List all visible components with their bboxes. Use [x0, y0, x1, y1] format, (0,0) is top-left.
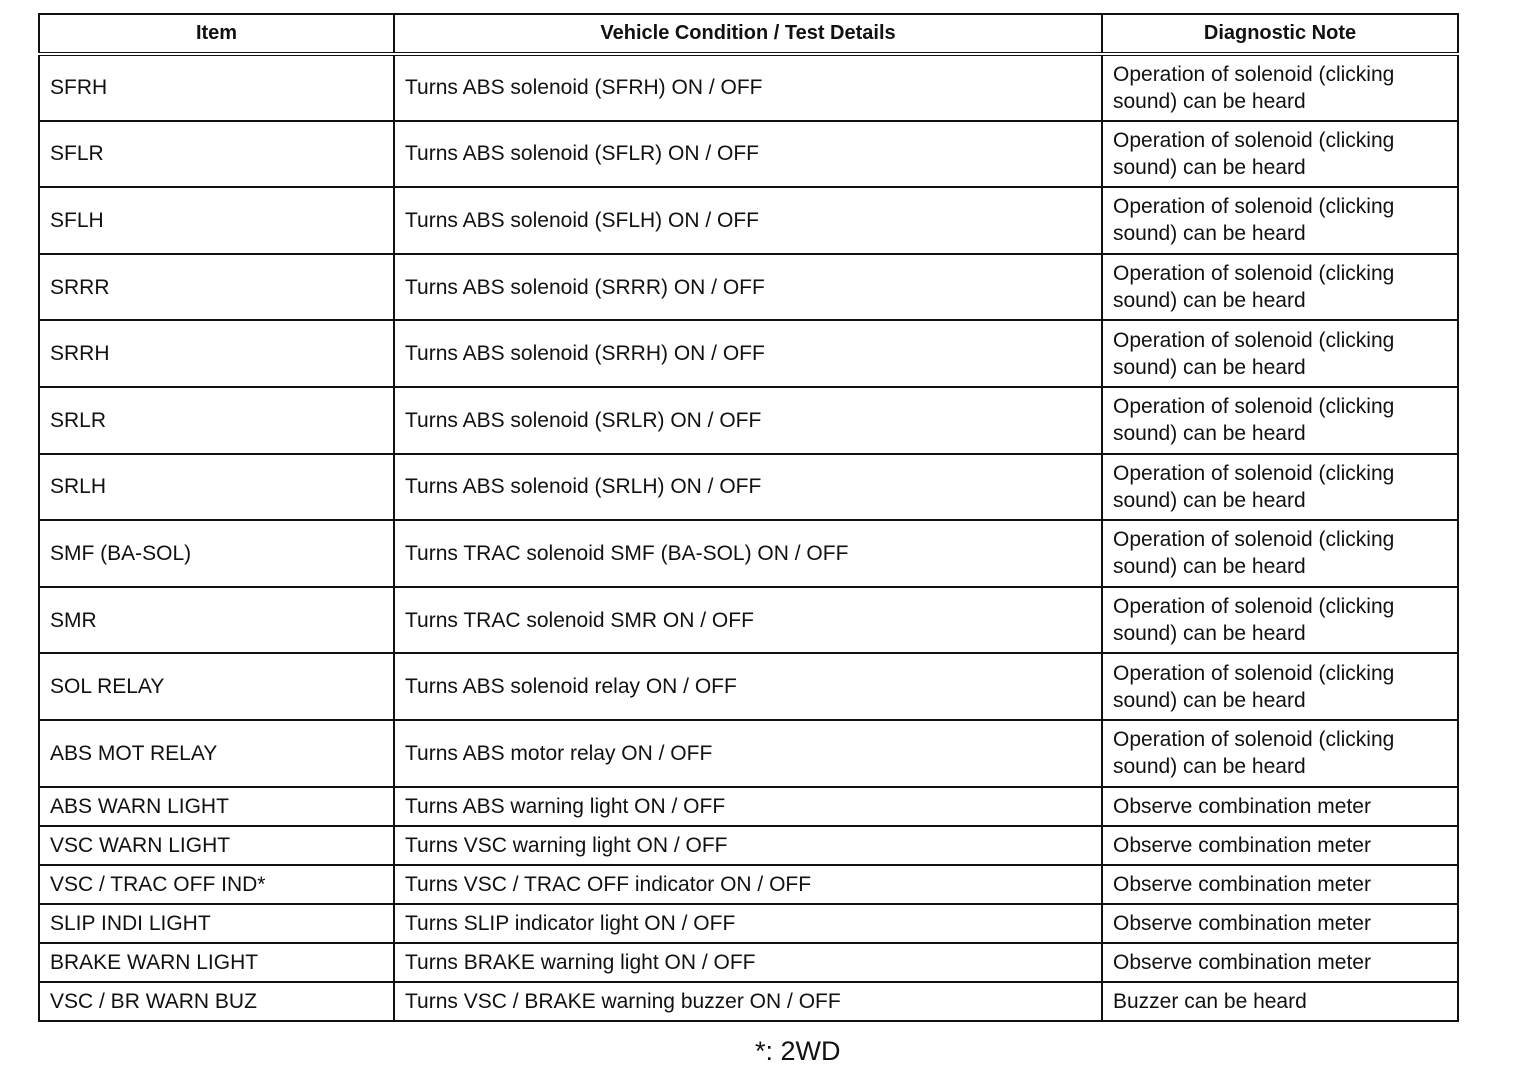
table-row [39, 254, 1458, 321]
table-row [39, 826, 1458, 865]
table-row [39, 454, 1458, 521]
note-cell: Observe combination meter [1102, 865, 1458, 904]
table-row [39, 865, 1458, 904]
table-row [39, 653, 1458, 720]
condition-cell: Turns ABS solenoid (SFLR) ON / OFF [394, 121, 1102, 188]
item-cell: SRRH [39, 320, 394, 387]
item-cell: SRRR [39, 254, 394, 321]
item-cell: SMR [39, 587, 394, 654]
condition-cell: Turns SLIP indicator light ON / OFF [394, 904, 1102, 943]
condition-cell: Turns VSC / BRAKE warning buzzer ON / OFF [394, 982, 1102, 1021]
item-cell: BRAKE WARN LIGHT [39, 943, 394, 982]
table-row [39, 720, 1458, 787]
table-row [39, 387, 1458, 454]
condition-cell: Turns ABS solenoid (SFRH) ON / OFF [394, 54, 1102, 121]
condition-cell: Turns VSC warning light ON / OFF [394, 826, 1102, 865]
item-cell: SFLR [39, 121, 394, 188]
condition-cell: Turns ABS solenoid (SFLH) ON / OFF [394, 187, 1102, 254]
table-header-row [39, 14, 1458, 54]
note-cell: Operation of solenoid (clicking sound) can be heard [1102, 121, 1458, 188]
condition-cell: Turns ABS motor relay ON / OFF [394, 720, 1102, 787]
note-cell: Operation of solenoid (clicking sound) can be heard [1102, 454, 1458, 521]
item-cell: ABS MOT RELAY [39, 720, 394, 787]
item-cell: ABS WARN LIGHT [39, 787, 394, 826]
table-row [39, 187, 1458, 254]
item-cell: SLIP INDI LIGHT [39, 904, 394, 943]
item-cell: SOL RELAY [39, 653, 394, 720]
note-cell: Operation of solenoid (clicking sound) can be heard [1102, 320, 1458, 387]
note-cell: Operation of solenoid (clicking sound) can be heard [1102, 653, 1458, 720]
table-row [39, 904, 1458, 943]
item-cell: VSC / BR WARN BUZ [39, 982, 394, 1021]
active-test-table [38, 13, 1459, 1022]
condition-cell: Turns ABS solenoid (SRLR) ON / OFF [394, 387, 1102, 454]
condition-cell: Turns TRAC solenoid SMR ON / OFF [394, 587, 1102, 654]
header-condition: Vehicle Condition / Test Details [394, 14, 1102, 54]
note-cell: Operation of solenoid (clicking sound) can be heard [1102, 187, 1458, 254]
item-cell: SMF (BA-SOL) [39, 520, 394, 587]
header-item: Item [39, 14, 394, 54]
condition-cell: Turns BRAKE warning light ON / OFF [394, 943, 1102, 982]
item-cell: SFRH [39, 54, 394, 121]
condition-cell: Turns ABS solenoid (SRRR) ON / OFF [394, 254, 1102, 321]
note-cell: Observe combination meter [1102, 943, 1458, 982]
note-cell: Buzzer can be heard [1102, 982, 1458, 1021]
note-cell: Operation of solenoid (clicking sound) can be heard [1102, 54, 1458, 121]
footnote: *: 2WD [755, 1036, 841, 1066]
note-cell: Observe combination meter [1102, 826, 1458, 865]
item-cell: SFLH [39, 187, 394, 254]
item-cell: SRLR [39, 387, 394, 454]
condition-cell: Turns ABS solenoid (SRLH) ON / OFF [394, 454, 1102, 521]
condition-cell: Turns ABS solenoid (SRRH) ON / OFF [394, 320, 1102, 387]
table-row [39, 982, 1458, 1021]
table-row [39, 320, 1458, 387]
note-cell: Operation of solenoid (clicking sound) can be heard [1102, 520, 1458, 587]
note-cell: Observe combination meter [1102, 787, 1458, 826]
note-cell: Operation of solenoid (clicking sound) can be heard [1102, 387, 1458, 454]
table-row [39, 587, 1458, 654]
note-cell: Operation of solenoid (clicking sound) can be heard [1102, 587, 1458, 654]
table-row [39, 787, 1458, 826]
condition-cell: Turns TRAC solenoid SMF (BA-SOL) ON / OFF [394, 520, 1102, 587]
table-body [39, 54, 1458, 1021]
condition-cell: Turns ABS warning light ON / OFF [394, 787, 1102, 826]
table-row [39, 520, 1458, 587]
item-cell: SRLH [39, 454, 394, 521]
table-row [39, 121, 1458, 188]
condition-cell: Turns ABS solenoid relay ON / OFF [394, 653, 1102, 720]
note-cell: Operation of solenoid (clicking sound) can be heard [1102, 720, 1458, 787]
table-row [39, 943, 1458, 982]
note-cell: Operation of solenoid (clicking sound) can be heard [1102, 254, 1458, 321]
item-cell: VSC / TRAC OFF IND* [39, 865, 394, 904]
item-cell: VSC WARN LIGHT [39, 826, 394, 865]
note-cell: Observe combination meter [1102, 904, 1458, 943]
table-row [39, 54, 1458, 121]
condition-cell: Turns VSC / TRAC OFF indicator ON / OFF [394, 865, 1102, 904]
header-note: Diagnostic Note [1102, 14, 1458, 54]
